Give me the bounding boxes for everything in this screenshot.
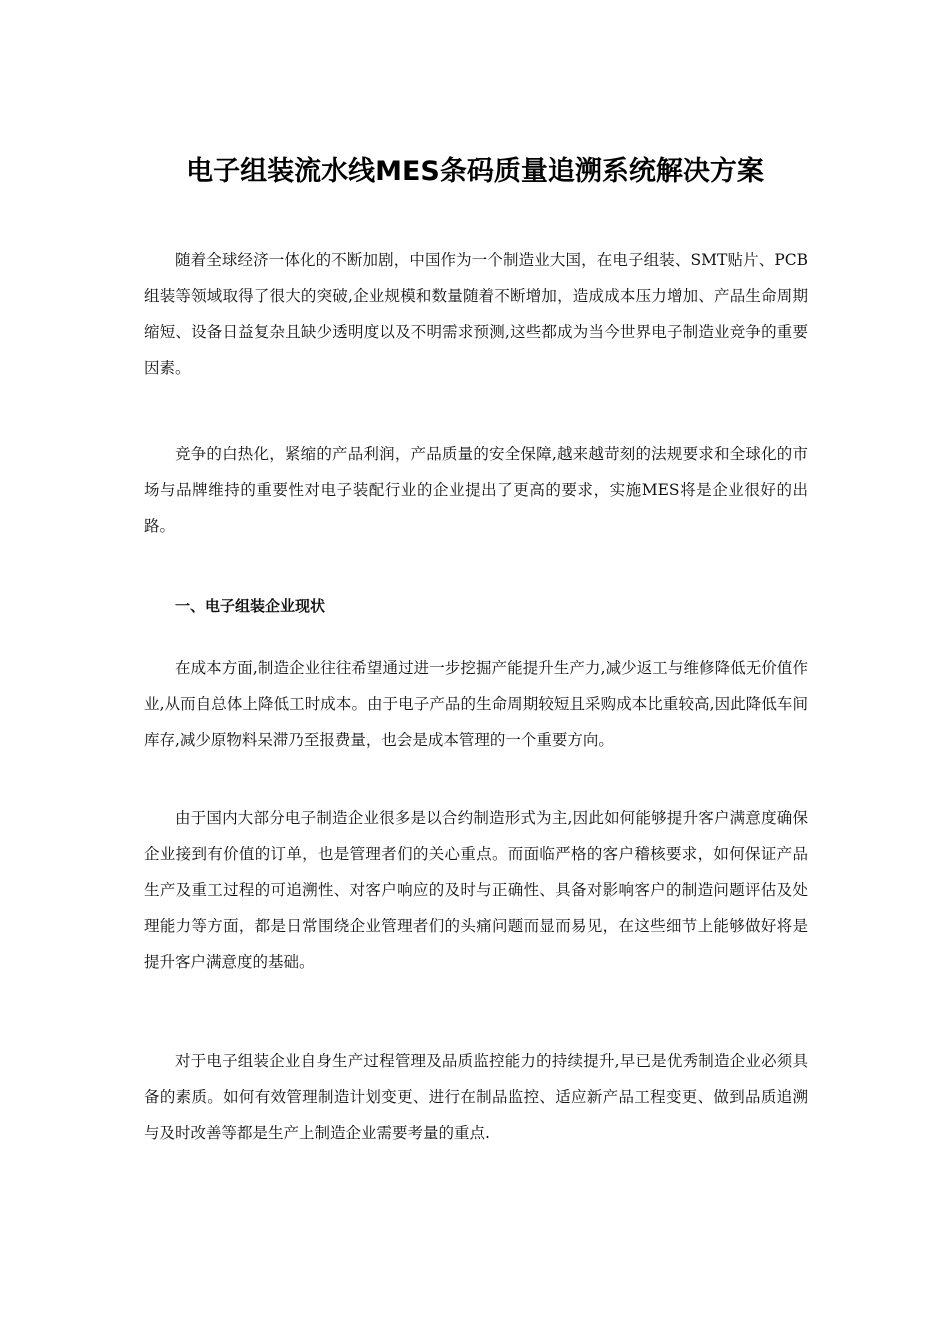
section-paragraph-process: 对于电子组装企业自身生产过程管理及品质监控能力的持续提升,早已是优秀制造企业必须具备的素质。如何有效管理制造计划变更、进行在制品监控、适应新产品工程变更、做到品质追溯与及时改善等都是生产上制造企业需要考量的重点.: [144, 1052, 808, 1142]
document-title: 电子组装流水线MES条码质量追溯系统解决方案: [186, 156, 764, 187]
intro-paragraph-2: 竞争的白热化，紧缩的产品利润，产品质量的安全保障,越来越苛刻的法规要求和全球化的市场与品牌维持的重要性对电子装配行业的企业提出了更高的要求，实施MES将是企业很好的出路。: [144, 445, 808, 535]
section-heading: 一、电子组装企业现状: [175, 597, 326, 615]
section-paragraph-cost: 在成本方面,制造企业往往希望通过进一步挖掘产能提升生产力,减少返工与维修降低无价值作业,从而自总体上降低工时成本。由于电子产品的生命周期较短且采购成本比重较高,因此降低车间库存,减少原物料呆滞乃至报费量，也会是成本管理的一个重要方向。: [144, 659, 808, 749]
intro-paragraph-1: 随着全球经济一体化的不断加剧，中国作为一个制造业大国，在电子组装、SMT贴片、PCB组装等领域取得了很大的突破,企业规模和数量随着不断增加，造成成本压力增加、产品生命周期缩短、设备日益复杂且缺少透明度以及不明需求预测,这些都成为当今世界电子制造业竞争的重要因素。: [144, 251, 808, 377]
section-paragraph-customer: 由于国内大部分电子制造企业很多是以合约制造形式为主,因此如何能够提升客户满意度确保企业接到有价值的订单，也是管理者们的关心重点。而面临严格的客户稽核要求，如何保证产品生产及重工过程的可追溯性、对客户响应的及时与正确性、具备对影响客户的制造问题评估及处理能力等方面，都是日常围绕企业管理者们的头痛问题而显而易见，在这些细节上能够做好将是提升客户满意度的基础。: [144, 809, 808, 971]
